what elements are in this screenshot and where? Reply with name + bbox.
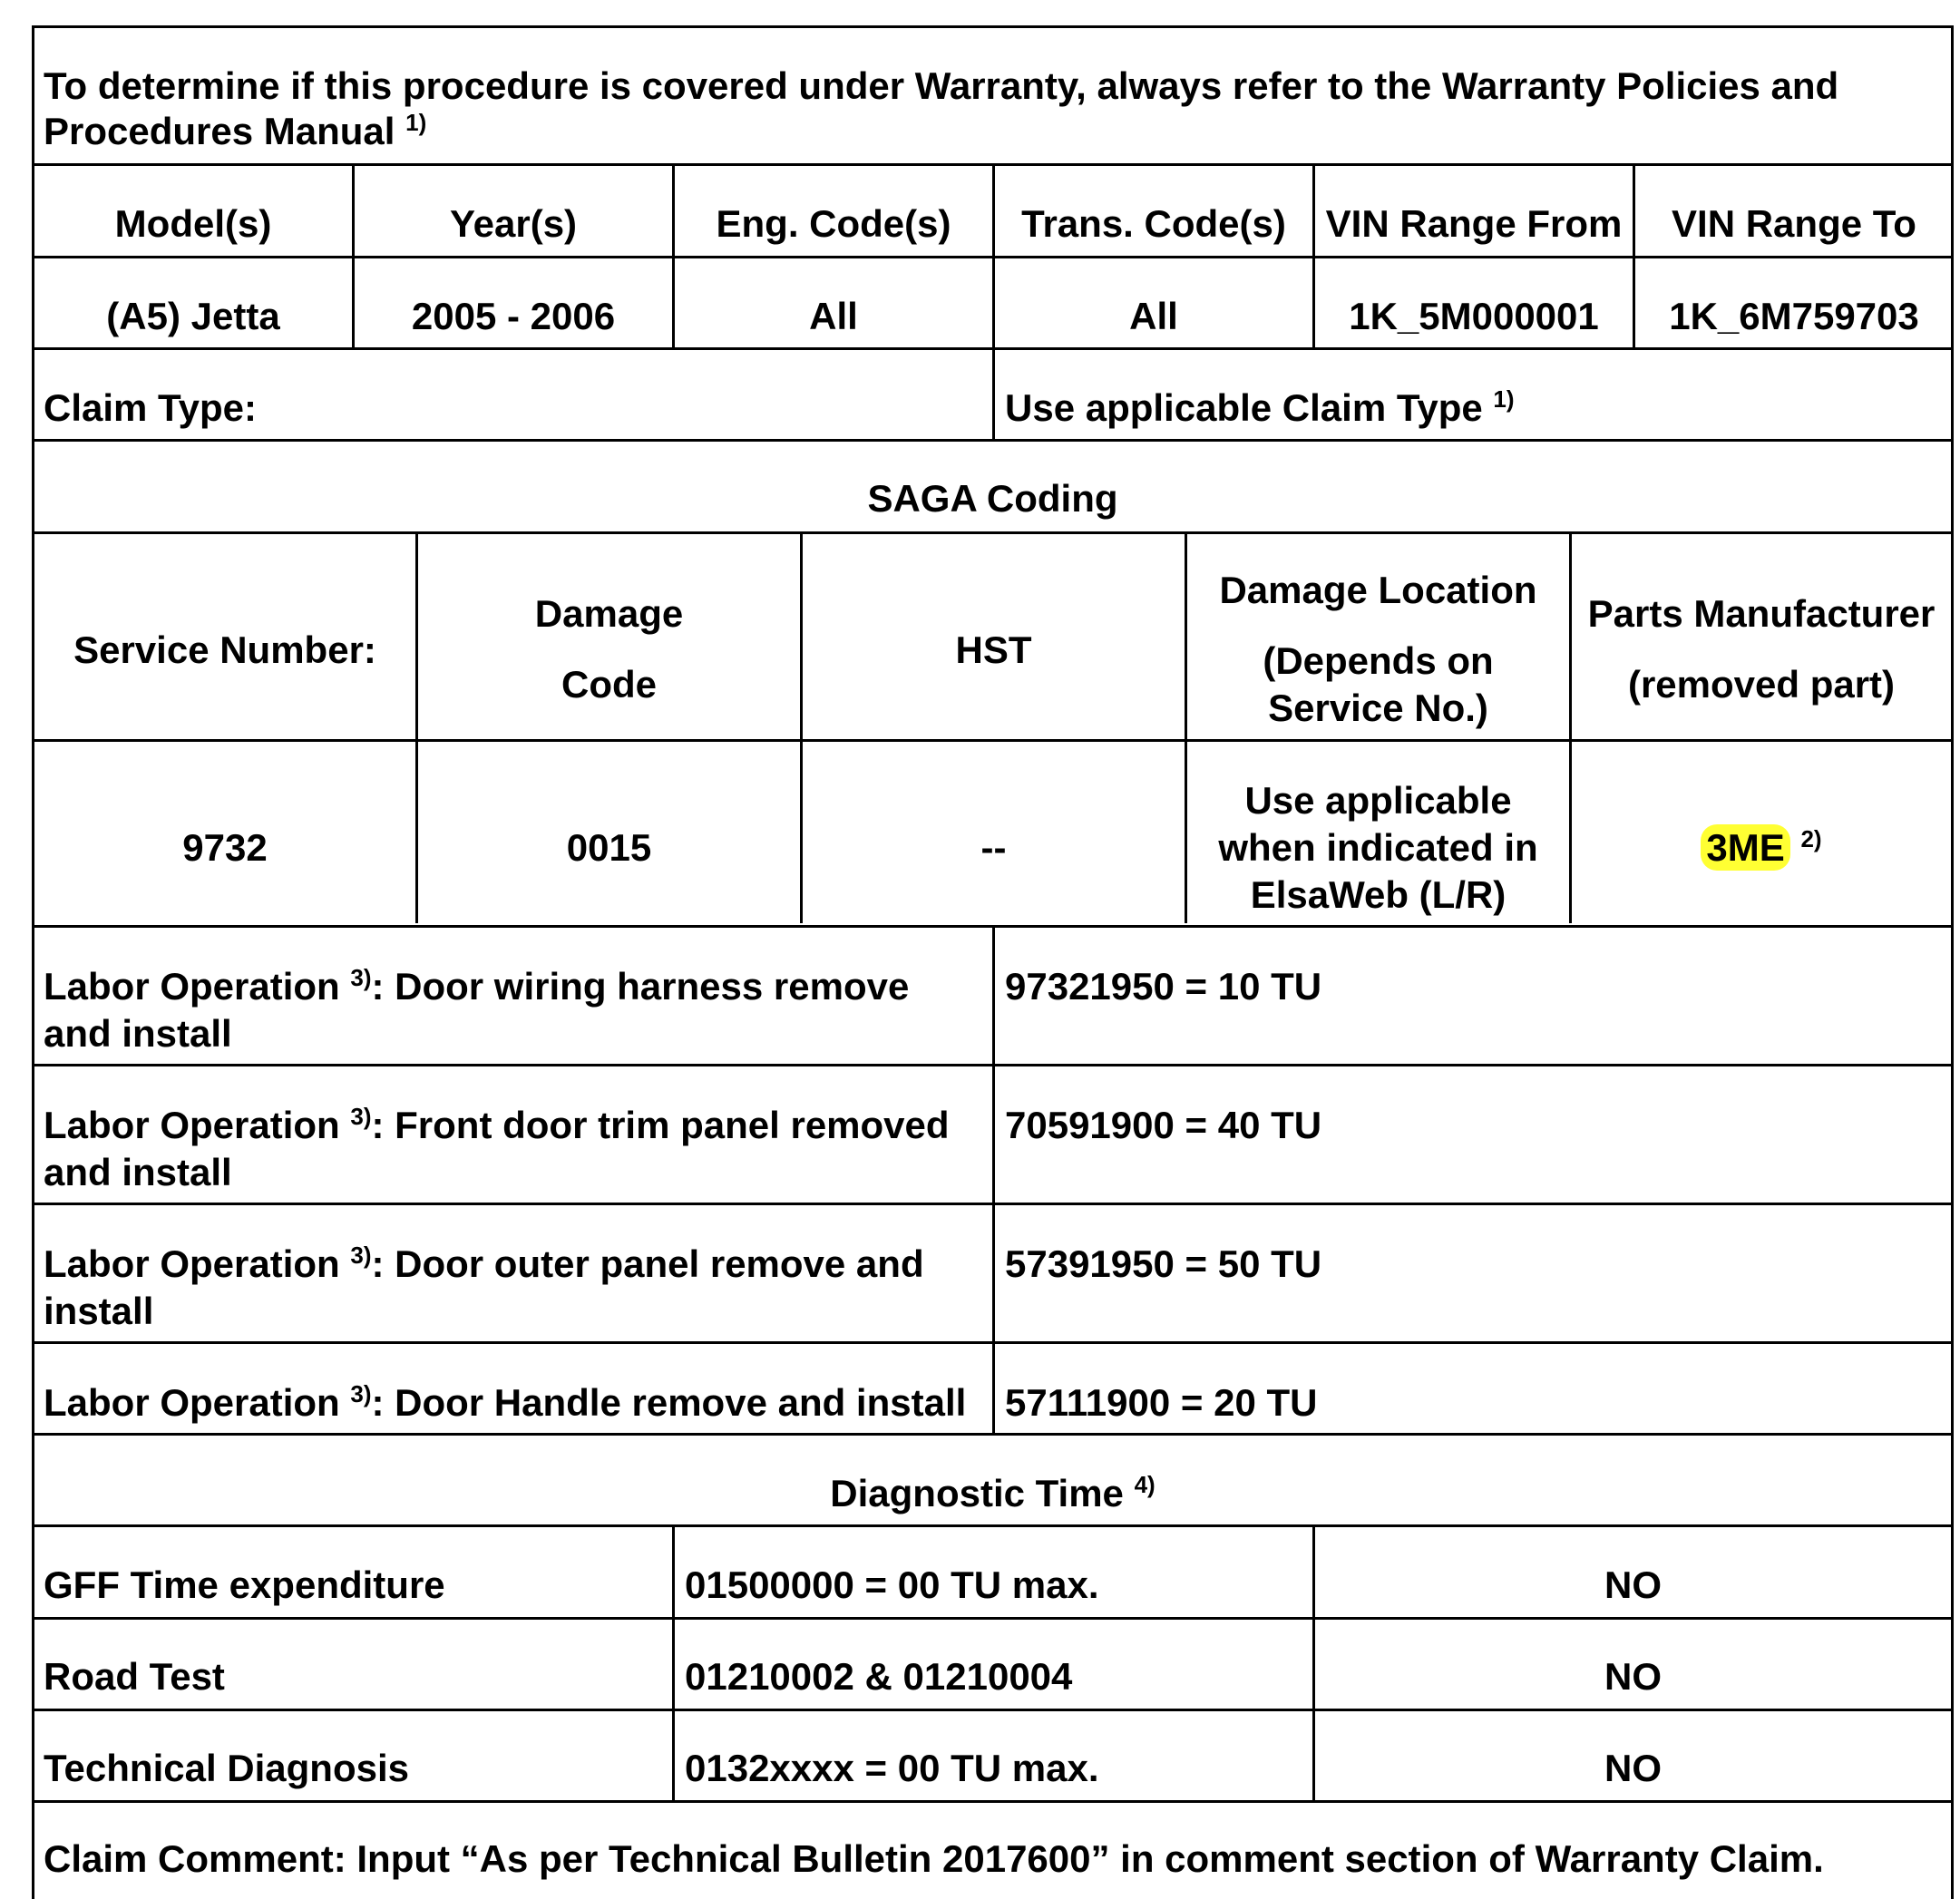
rule xyxy=(32,1800,1954,1803)
header-eng-codes: Eng. Code(s) xyxy=(716,202,951,245)
header-hst: HST xyxy=(955,628,1032,671)
value-eng-codes: All xyxy=(809,295,858,337)
value-trans-codes: All xyxy=(1129,295,1178,337)
footnote-marker: 4) xyxy=(1134,1471,1156,1498)
labor-operation-4: Labor Operation $^{3)}$: Door Handle remove and install xyxy=(44,1380,967,1424)
labor-operation-1-cont: and install xyxy=(44,1012,232,1055)
labor-code-3: 57391950 = 50 TU xyxy=(1005,1242,1322,1285)
footnote-marker: 2) xyxy=(1800,825,1822,852)
value-damage-location-1: Use applicable xyxy=(1244,779,1512,822)
labor-code-2: 70591900 = 40 TU xyxy=(1005,1104,1322,1146)
header-vin-from: VIN Range From xyxy=(1325,202,1623,245)
labor-code-4: 57111900 = 20 TU xyxy=(1005,1381,1318,1424)
value-damage-code: 0015 xyxy=(566,826,652,869)
highlighted-code: 3ME xyxy=(1701,824,1789,871)
labor-code-1: 97321950 = 10 TU xyxy=(1005,965,1322,1008)
header-service-number: Service Number: xyxy=(73,628,376,671)
claim-type-value: Use applicable Claim Type $^{1)}$ xyxy=(1005,385,1515,429)
labor-operation-2-cont: and install xyxy=(44,1151,232,1193)
header-damage-location-1: Damage Location xyxy=(1219,569,1537,611)
diag-value-2: NO xyxy=(1604,1655,1662,1698)
rule xyxy=(32,1524,1954,1527)
rule xyxy=(32,1709,1954,1711)
header-damage-code-1: Damage xyxy=(534,592,684,635)
labor-operation-3: Labor Operation $^{3)}$: Door outer panel remove and xyxy=(44,1242,924,1285)
header-damage-code-2: Code xyxy=(561,663,657,706)
footnote-marker: 1) xyxy=(1493,385,1515,413)
value-model: (A5) Jetta xyxy=(106,295,280,337)
rule xyxy=(32,531,1954,534)
value-vin-from: 1K_5M000001 xyxy=(1349,295,1599,337)
rule xyxy=(992,925,995,1435)
header-parts-manufacturer-1: Parts Manufacturer xyxy=(1587,592,1936,635)
warranty-notice-line-1: To determine if this procedure is covered under Warranty, always refer to the Warranty Policies and xyxy=(44,64,1839,107)
rule xyxy=(32,1617,1954,1620)
value-vin-to: 1K_6M759703 xyxy=(1669,295,1919,337)
footnote-marker: 1) xyxy=(405,109,427,136)
diag-label-1: GFF Time expenditure xyxy=(44,1563,445,1606)
diagnostic-time-title: Diagnostic Time $^{4)}$ xyxy=(830,1471,1156,1514)
header-trans-codes: Trans. Code(s) xyxy=(1021,202,1286,245)
header-vin-to: VIN Range To xyxy=(1672,202,1916,245)
labor-operation-3-cont: install xyxy=(44,1290,154,1332)
diag-label-2: Road Test xyxy=(44,1655,225,1698)
rule xyxy=(672,1524,675,1802)
diag-value-1: NO xyxy=(1604,1563,1662,1606)
header-damage-location-3: Service No.) xyxy=(1268,687,1488,729)
value-damage-location-3: ElsaWeb (L/R) xyxy=(1250,873,1507,916)
rule xyxy=(32,739,1954,742)
header-models: Model(s) xyxy=(114,202,272,245)
claim-type-label: Claim Type: xyxy=(44,386,257,429)
warranty-notice-line-2: Procedures Manual $^{1)}$ xyxy=(44,109,427,152)
value-hst: -- xyxy=(980,826,1007,869)
diag-label-3: Technical Diagnosis xyxy=(44,1747,409,1789)
labor-operation-2: Labor Operation $^{3)}$: Front door trim panel removed xyxy=(44,1103,950,1146)
value-damage-location-2: when indicated in xyxy=(1218,826,1538,869)
diag-code-3: 0132xxxx = 00 TU max. xyxy=(685,1747,1099,1789)
header-years: Year(s) xyxy=(449,202,578,245)
saga-coding-title: SAGA Coding xyxy=(867,477,1118,520)
diag-value-3: NO xyxy=(1604,1747,1662,1789)
value-parts-manufacturer xyxy=(1572,825,1951,871)
header-damage-location-2: (Depends on xyxy=(1263,639,1494,682)
header-parts-manufacturer-2: (removed part) xyxy=(1627,663,1896,706)
value-service-number: 9732 xyxy=(182,826,268,869)
diag-code-1: 01500000 = 00 TU max. xyxy=(685,1563,1099,1606)
value-years: 2005 - 2006 xyxy=(411,295,616,337)
claim-comment: Claim Comment: Input “As per Technical Bulletin 2017600” in comment section of Warranty Claim. xyxy=(44,1837,1824,1880)
diag-code-2: 01210002 & 01210004 xyxy=(685,1655,1073,1698)
labor-operation-1: Labor Operation $^{3)}$: Door wiring harness remove xyxy=(44,964,910,1008)
